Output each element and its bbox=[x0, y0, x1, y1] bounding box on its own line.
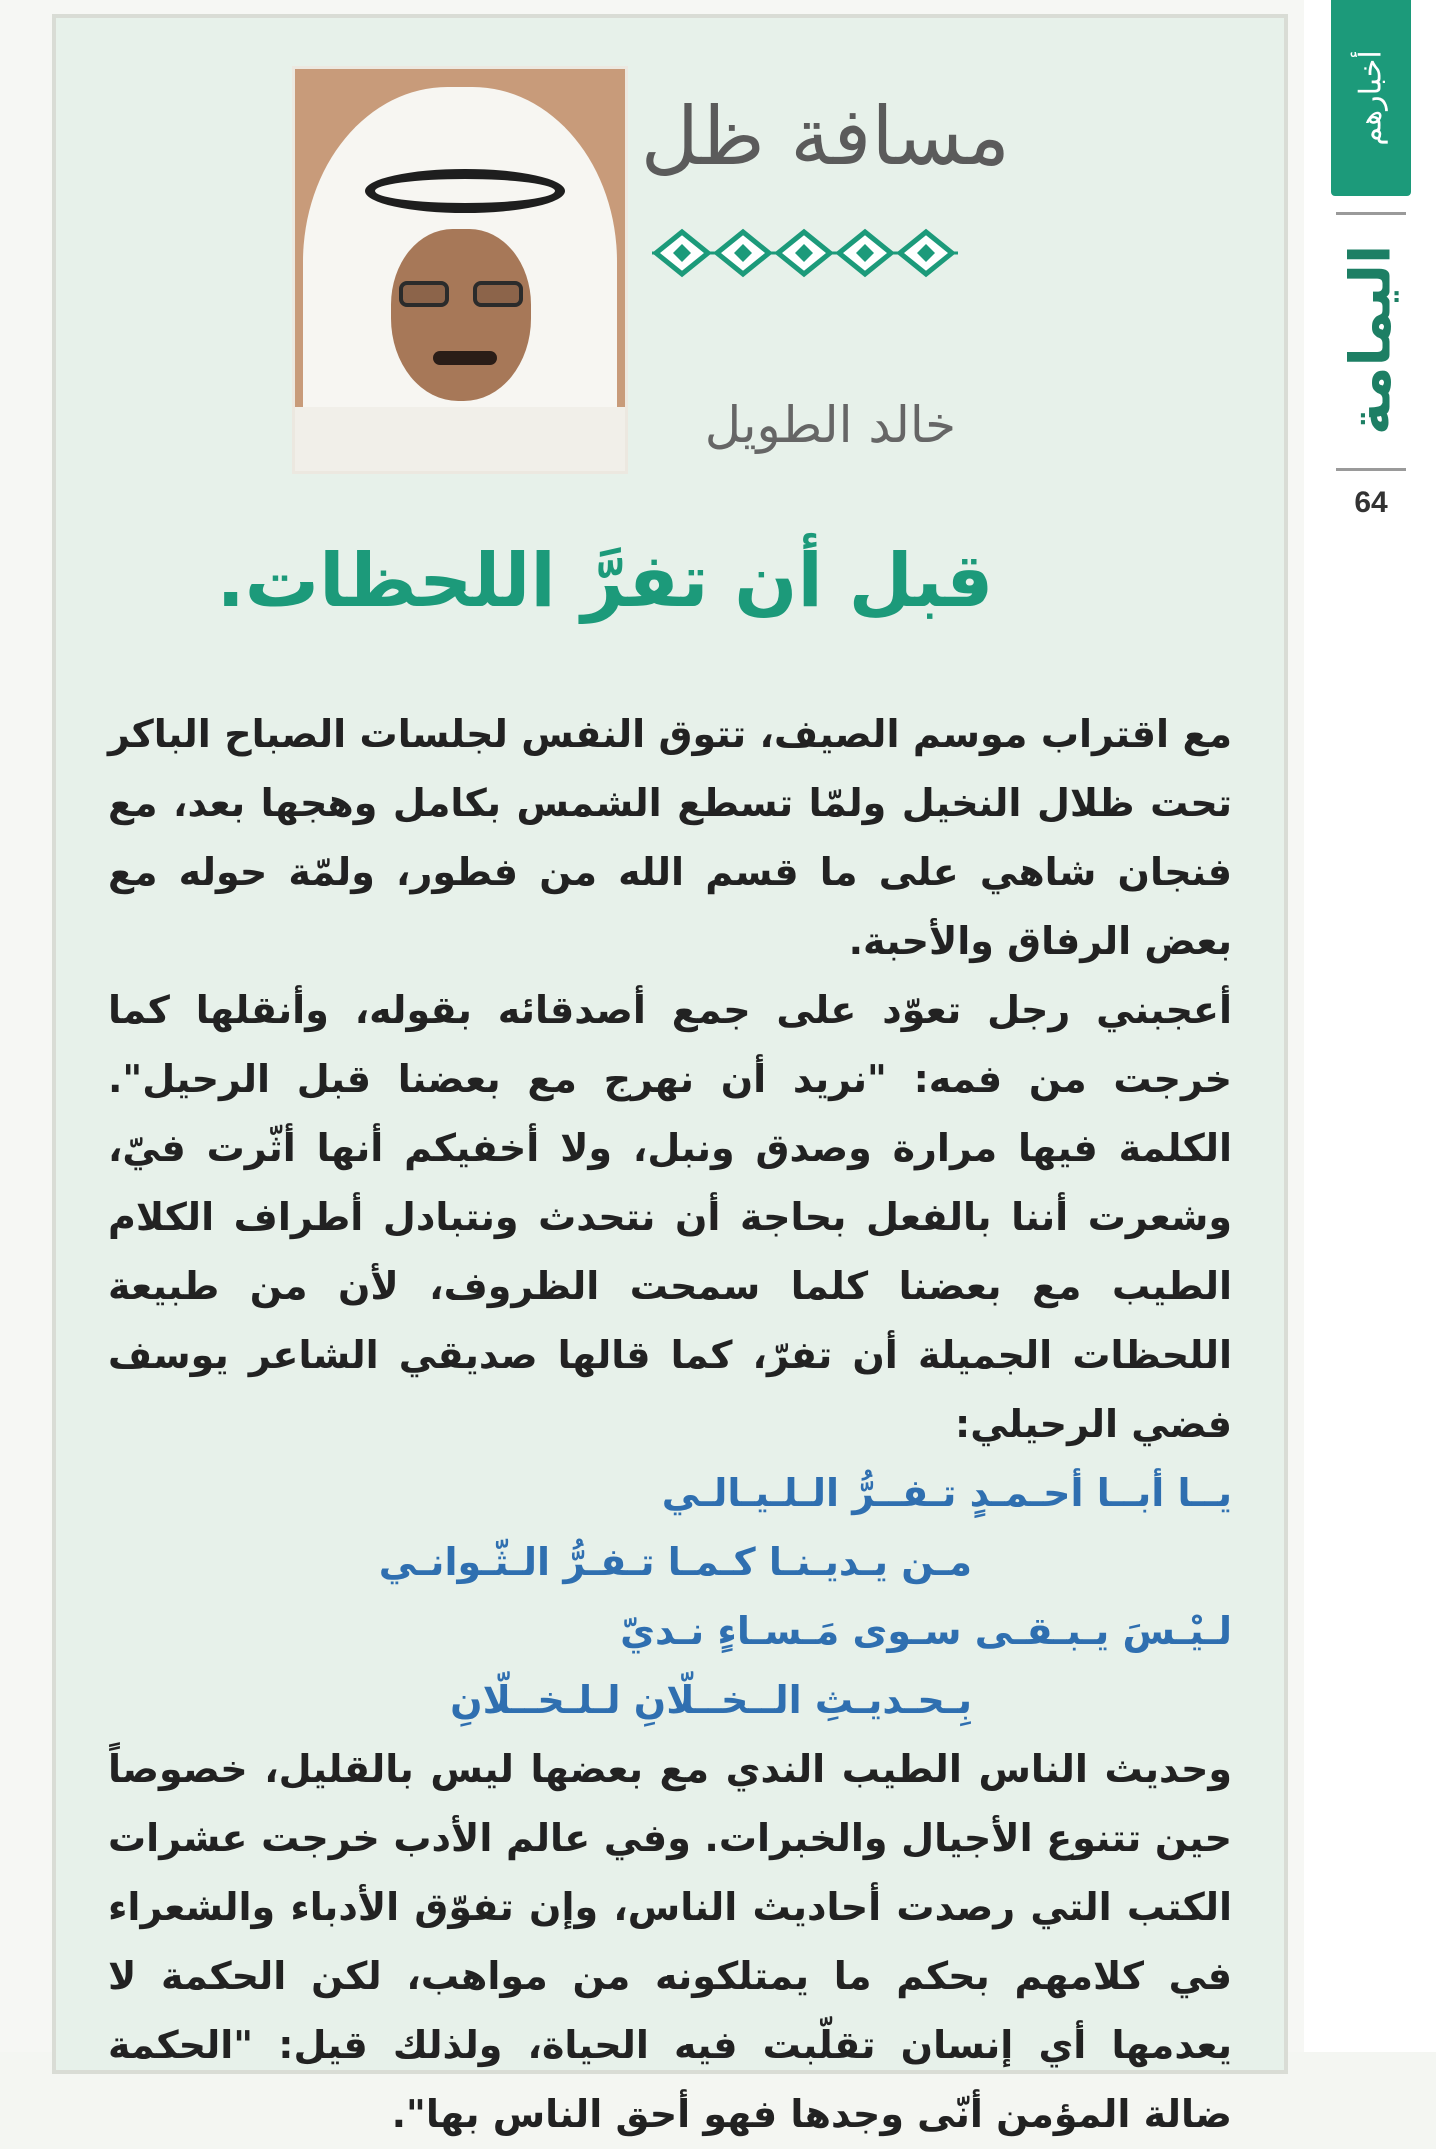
poem-verse-4: بِـحـديـثِ الــخــلّانِ لـلـخــلّانِ bbox=[450, 1678, 972, 1722]
poem bbox=[108, 1459, 1232, 1735]
paragraph-2: أعجبني رجل تعوّد على جمع أصدقائه بقوله، وأنقلها كما خرجت من فمه: "نريد أن نهرج مع بعضنا قبل الرحيل". الكلمة فيها مرارة وصدق ونبل، ولا أخفيكم أنها أثّرت فيّ، وشعرت أننا بالفعل بحاجة أن نتحدث ونتبادل أطراف الكلام الطيب مع بعضنا كلما سمحت الظروف، لأن من طبيعة اللحظات الجميلة أن تفرّ، كما قالها صديقي الشاعر يوسف فضي الرحيلي: bbox=[108, 988, 1232, 1446]
side-divider-bottom bbox=[1336, 468, 1406, 471]
poem-verse-1: يــا أبــا أحـمـدٍ تـفــرُّ الـلـيـالـي bbox=[661, 1471, 1232, 1515]
portrait-agal bbox=[365, 169, 565, 213]
article-headline: قبل أن تفرَّ اللحظات. bbox=[216, 538, 994, 624]
diamond-chain-ornament-icon bbox=[652, 228, 958, 278]
magazine-logo bbox=[1331, 230, 1411, 450]
author-name: خالد الطويل bbox=[704, 396, 956, 454]
article-body bbox=[108, 700, 1232, 2149]
section-tab-label: أخبارهم bbox=[1354, 50, 1388, 146]
author-portrait bbox=[292, 66, 628, 474]
paragraph-1: مع اقتراب موسم الصيف، تتوق النفس لجلسات الصباح الباكر تحت ظلال النخيل ولمّا تسطع الشمس بكامل وهجها بعد، مع فنجان شاهي على ما قسم الله من فطور، ولمّة حوله مع بعض الرفاق والأحبة. bbox=[108, 712, 1232, 963]
poem-verse-2: مـن يـديـنـا كـمـا تـفـرُّ الـثّـوانـي bbox=[378, 1540, 972, 1584]
side-divider-top bbox=[1336, 212, 1406, 215]
portrait-thobe bbox=[295, 407, 628, 474]
poem-verse-3: لـيْـسَ يـبـقـى سـوى مَـسـاءٍ نـديّ bbox=[620, 1609, 1232, 1653]
paragraph-3: وحديث الناس الطيب الندي مع بعضها ليس بالقليل، خصوصاً حين تتنوع الأجيال والخبرات. وفي عالم الأدب خرجت عشرات الكتب التي رصدت أحاديث الناس، وإن تفوّق الأدباء والشعراء في كلامهم بحكم ما يمتلكونه من مواهب، لكن الحكمة لا يعدمها أي إنسان تقلّبت فيه الحياة، ولذلك قيل: "الحكمة ضالة المؤمن أنّى وجدها فهو أحق الناس بها". bbox=[108, 1747, 1232, 2136]
portrait-mustache bbox=[433, 351, 497, 365]
page-number: 64 bbox=[1354, 486, 1388, 519]
section-tab[interactable] bbox=[1331, 0, 1411, 196]
portrait-glasses bbox=[399, 281, 523, 311]
column-title: مسافة ظل bbox=[640, 90, 1010, 183]
portrait-face bbox=[391, 229, 531, 401]
magazine-logo-text: اليمامة bbox=[1338, 244, 1404, 436]
